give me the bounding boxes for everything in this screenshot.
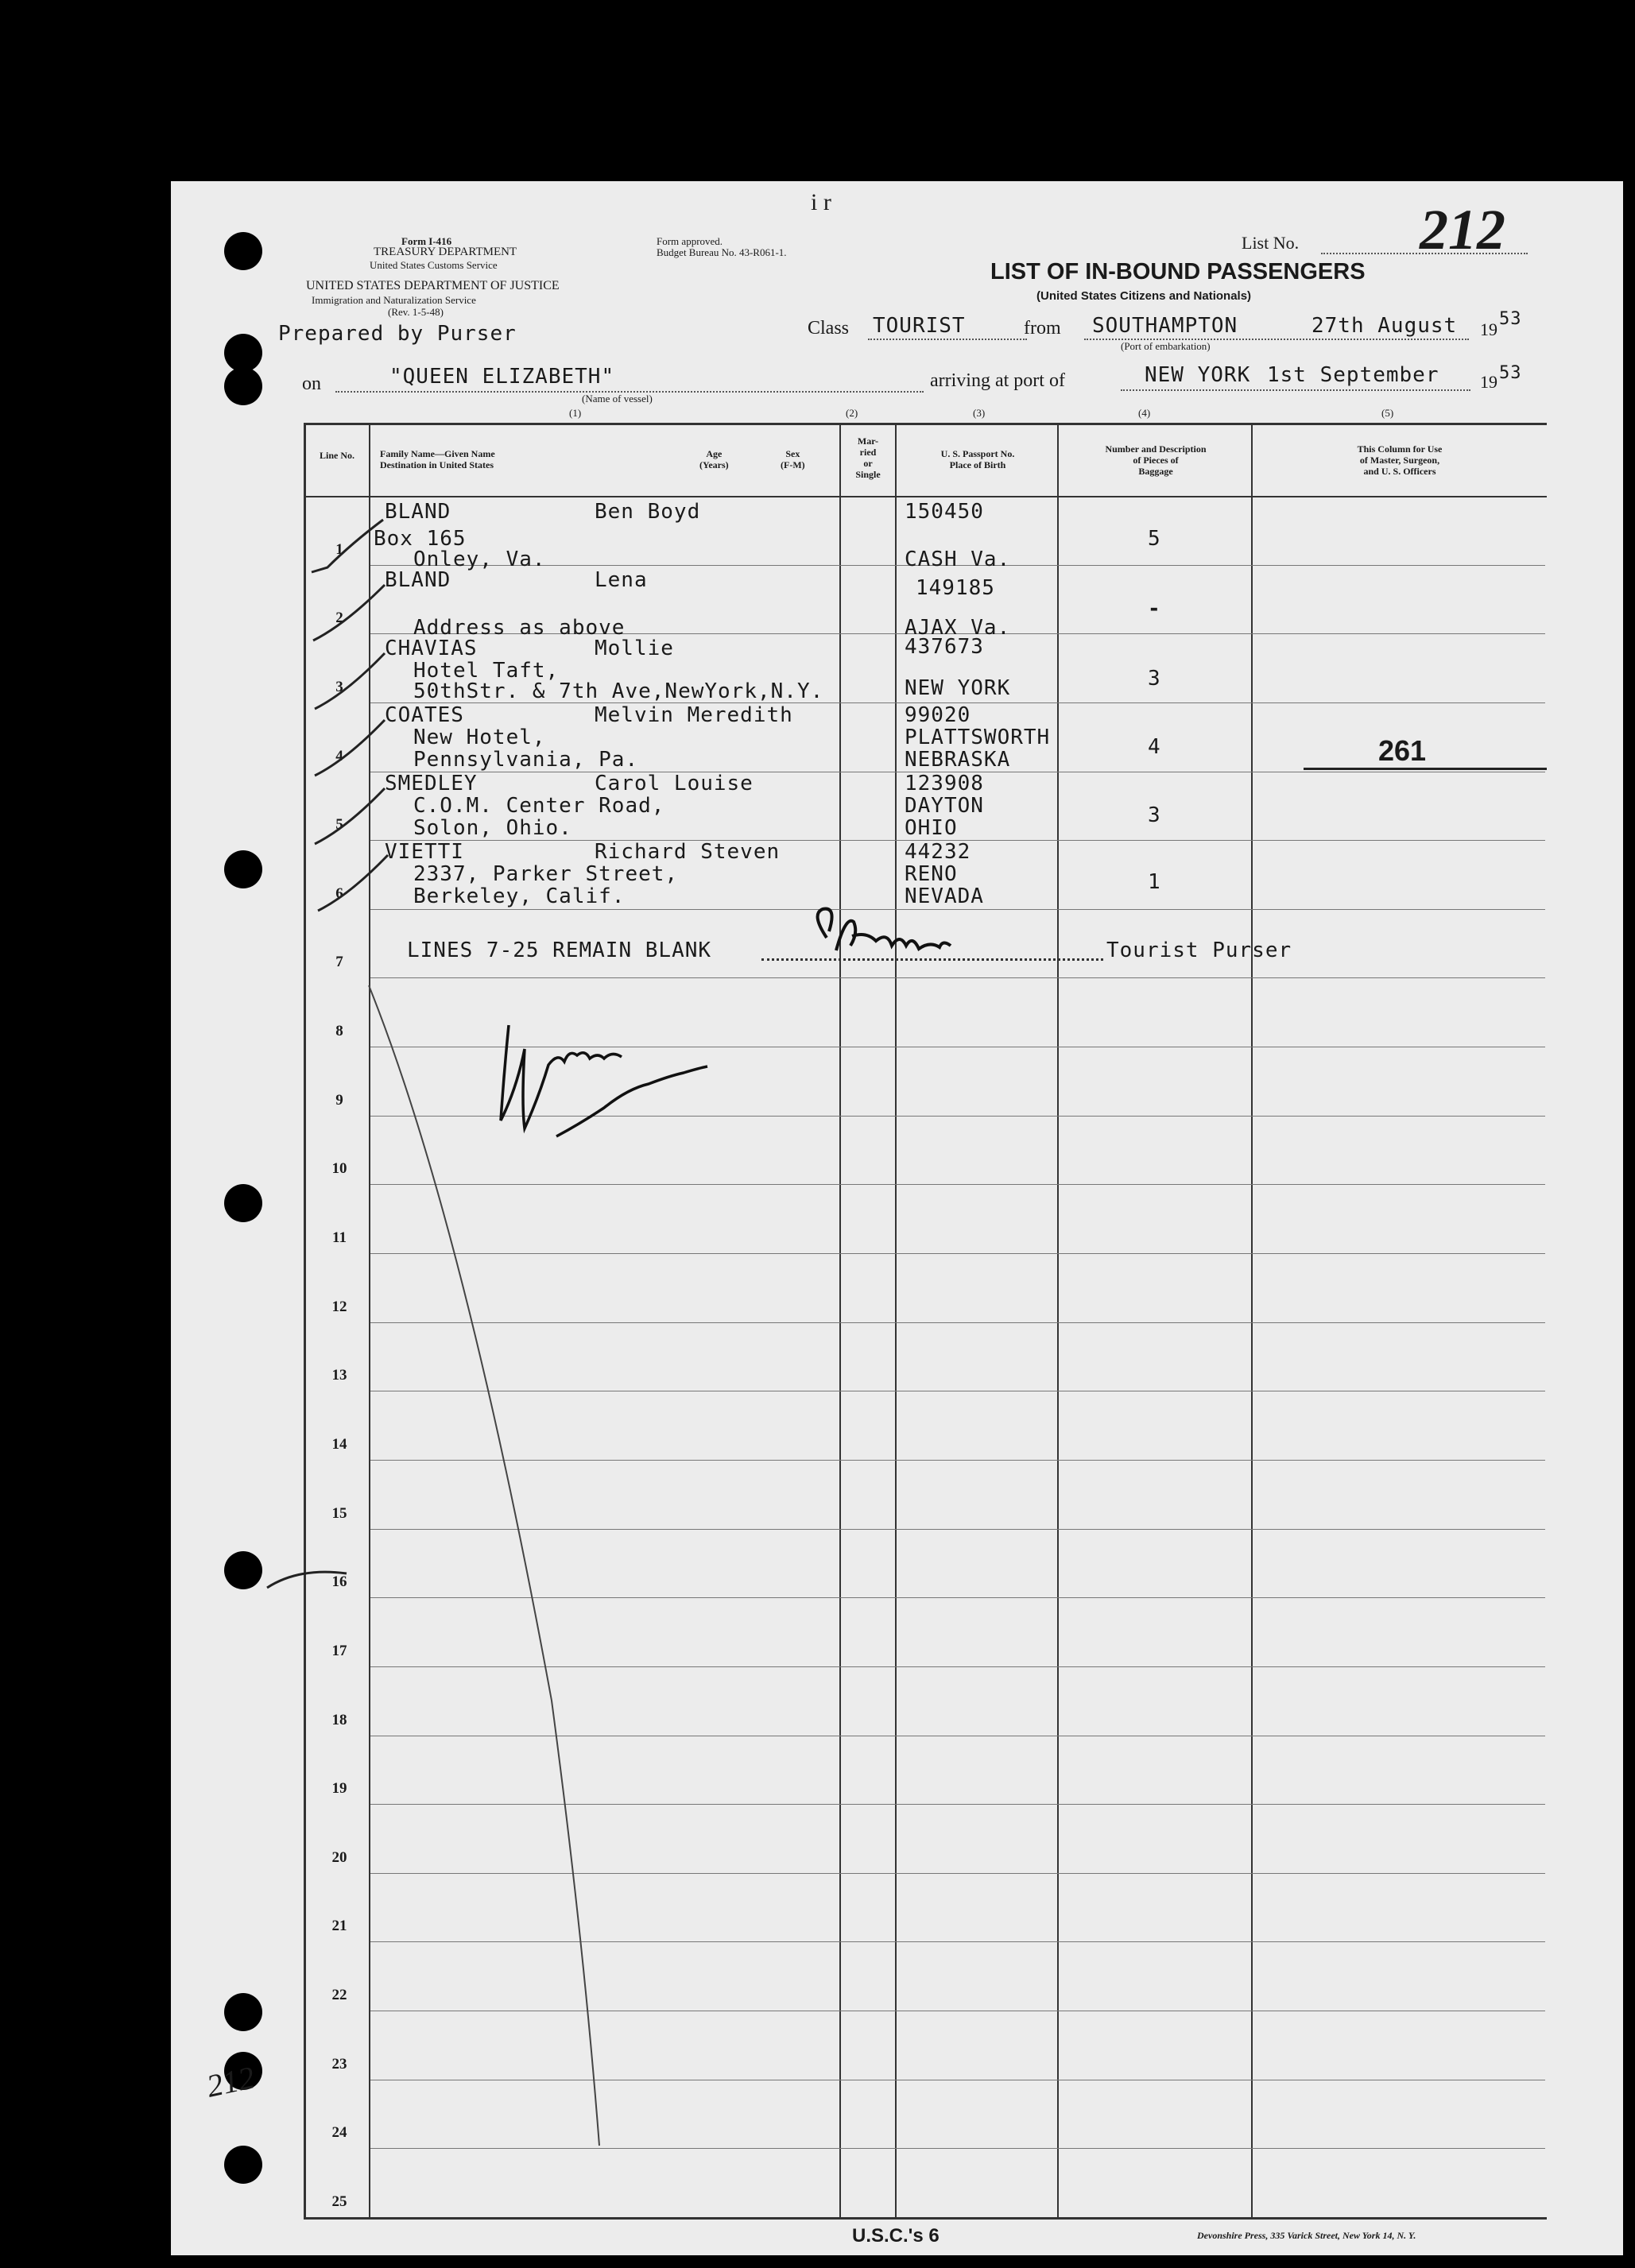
form-title: LIST OF IN-BOUND PASSENGERS xyxy=(990,259,1366,284)
entry-6-addr-1: 2337, Parker Street, xyxy=(413,862,679,886)
on-label: on xyxy=(302,373,321,394)
entry-1-passport: 150450 xyxy=(905,500,984,524)
arrival-year-suffix: 53 xyxy=(1499,363,1522,383)
customs-service: United States Customs Service xyxy=(370,259,498,271)
entry-3-addr-2: 50thStr. & 7th Ave,NewYork,N.Y. xyxy=(413,679,824,703)
check-mark xyxy=(315,653,385,709)
check-mark xyxy=(318,855,388,911)
entry-1-family: BLAND xyxy=(385,500,451,524)
row-number: 23 xyxy=(331,2055,347,2073)
closing-right: Tourist Purser xyxy=(1106,939,1292,962)
entry-1-addr-2: Onley, Va. xyxy=(413,548,546,571)
entry-5-birth-1: DAYTON xyxy=(905,794,984,818)
justice-dept: UNITED STATES DEPARTMENT OF JUSTICE xyxy=(306,279,560,292)
row-number: 3 xyxy=(335,678,343,695)
pen-stroke xyxy=(369,985,599,2146)
entry-6-addr-2: Berkeley, Calif. xyxy=(413,884,626,908)
entry-4-baggage: 4 xyxy=(1148,735,1161,759)
entry-3-baggage: 3 xyxy=(1148,667,1161,691)
treasury-dept: TREASURY DEPARTMENT xyxy=(374,246,517,258)
prepared-by: Prepared by Purser xyxy=(278,322,517,346)
year-suffix: 53 xyxy=(1499,309,1522,329)
entry-5-birth-2: OHIO xyxy=(905,816,958,840)
list-no-label: List No. xyxy=(1242,233,1300,253)
entry-1-addr-1: Box 165 xyxy=(374,527,467,551)
departure-date: 27th August xyxy=(1311,314,1458,338)
hdr-sex: Sex (F-M) xyxy=(781,448,805,470)
row-number: 5 xyxy=(335,816,343,834)
check-mark xyxy=(315,788,385,844)
entry-3-given: Mollie xyxy=(595,637,674,660)
purser-signature xyxy=(818,909,951,950)
class-value: TOURIST xyxy=(873,314,966,338)
inspector-signature xyxy=(501,1025,707,1136)
entry-4-addr-2: Pennsylvania, Pa. xyxy=(413,748,639,772)
entry-5-baggage: 3 xyxy=(1148,803,1161,827)
closing-left: LINES 7-25 REMAIN BLANK xyxy=(407,939,712,962)
entry-1-birth: CASH Va. xyxy=(905,548,1011,571)
check-mark xyxy=(313,585,385,641)
entry-2-birth: AJAX Va. xyxy=(905,616,1011,640)
row-number: 13 xyxy=(331,1367,347,1384)
entry-1-baggage: 5 xyxy=(1148,527,1161,551)
row-number: 11 xyxy=(332,1229,347,1247)
ins-service: Immigration and Naturalization Service xyxy=(312,294,476,306)
margin-note: 212 xyxy=(203,2059,258,2104)
hdr-age: Age (Years) xyxy=(699,448,729,470)
row-number: 4 xyxy=(335,747,343,764)
row-number: 25 xyxy=(331,2193,347,2210)
hdr-passport: U. S. Passport No. Place of Birth xyxy=(940,448,1015,470)
from-label: from xyxy=(1024,318,1061,339)
arrival-port: NEW YORK xyxy=(1145,363,1251,387)
entry-4-given: Melvin Meredith xyxy=(595,703,793,727)
form-subtitle: (United States Citizens and Nationals) xyxy=(1036,289,1252,303)
printer-credit: Devonshire Press, 335 Varick Street, New York 14, N. Y. xyxy=(1197,2230,1416,2241)
entry-1-given: Ben Boyd xyxy=(595,500,701,524)
row-number: 8 xyxy=(335,1023,343,1040)
row-number: 9 xyxy=(335,1091,343,1109)
entry-6-given: Richard Steven xyxy=(595,840,781,864)
row-number: 16 xyxy=(331,1573,347,1591)
entry-2-addr-1: Address as above xyxy=(413,616,626,640)
entry-2-given: Lena xyxy=(595,568,648,592)
entry-5-family: SMEDLEY xyxy=(385,772,478,795)
year-prefix: 19 xyxy=(1480,319,1497,339)
entry-4-family: COATES xyxy=(385,703,464,727)
entry-6-family: VIETTI xyxy=(385,840,464,864)
row-number: 7 xyxy=(335,954,343,971)
port-note: (Port of embarkation) xyxy=(1121,340,1211,352)
col-num-2: (2) xyxy=(846,407,858,419)
entry-5-addr-1: C.O.M. Center Road, xyxy=(413,794,665,818)
entry-4-passport: 99020 xyxy=(905,703,971,727)
row-number: 10 xyxy=(331,1160,347,1178)
entry-3-family: CHAVIAS xyxy=(385,637,478,660)
row-number: 24 xyxy=(331,2124,347,2142)
entry-6-birth-1: RENO xyxy=(905,862,958,886)
hdr-line-no: Line No. xyxy=(319,450,355,461)
col-num-1: (1) xyxy=(569,407,582,419)
vessel-name: "QUEEN ELIZABETH" xyxy=(389,365,615,389)
check-mark xyxy=(315,720,385,776)
hdr-married: Mar- ried or Single xyxy=(855,435,881,480)
row-number: 6 xyxy=(335,884,343,902)
class-label: Class xyxy=(808,318,850,339)
row-number: 15 xyxy=(331,1504,347,1522)
col-num-4: (4) xyxy=(1138,407,1151,419)
hdr-baggage: Number and Description of Pieces of Baggage xyxy=(1105,443,1207,477)
row-number: 20 xyxy=(331,1848,347,1866)
row-number: 14 xyxy=(331,1435,347,1453)
arrival-year-prefix: 19 xyxy=(1480,372,1497,392)
hdr-officers: This Column for Use of Master, Surgeon, and U. S. Officers xyxy=(1357,443,1443,477)
check-mark xyxy=(312,520,383,572)
entry-2-family: BLAND xyxy=(385,568,451,592)
form-number: Form I-416 xyxy=(401,235,452,247)
entry-3-addr-1: Hotel Taft, xyxy=(413,659,560,683)
form-approved: Form approved. xyxy=(657,235,723,247)
hdr-name: Family Name—Given Name Destination in United States xyxy=(380,448,495,470)
row-number: 19 xyxy=(331,1780,347,1798)
entry-4-addr-1: New Hotel, xyxy=(413,726,546,749)
row-number: 22 xyxy=(331,1987,347,2004)
entry-3-passport: 437673 xyxy=(905,635,984,659)
col-num-5: (5) xyxy=(1381,407,1394,419)
row-number: 2 xyxy=(335,610,343,627)
row-number: 12 xyxy=(331,1298,347,1315)
entry-5-given: Carol Louise xyxy=(595,772,754,795)
revision: (Rev. 1-5-48) xyxy=(388,306,444,318)
entry-4-birth-1: PLATTSWORTH xyxy=(905,726,1051,749)
footer-form-no: U.S.C.'s 6 xyxy=(852,2225,940,2247)
top-marks: i r xyxy=(811,189,831,215)
entry-4-birth-2: NEBRASKA xyxy=(905,748,1011,772)
row-number: 17 xyxy=(331,1642,347,1659)
list-no-value: 212 xyxy=(1420,198,1505,261)
row-number: 1 xyxy=(335,540,343,558)
arriving-label: arriving at port of xyxy=(930,370,1065,391)
entry-3-birth: NEW YORK xyxy=(905,676,1011,700)
from-value: SOUTHAMPTON xyxy=(1092,314,1238,338)
entry-5-addr-2: Solon, Ohio. xyxy=(413,816,572,840)
row-number: 21 xyxy=(331,1918,347,1935)
budget-bureau: Budget Bureau No. 43-R061-1. xyxy=(657,246,787,258)
entry-2-baggage: - xyxy=(1148,597,1161,621)
entry-6-baggage: 1 xyxy=(1148,870,1161,894)
entry-4-officer-value: 261 xyxy=(1378,734,1427,767)
entry-5-passport: 123908 xyxy=(905,772,984,795)
row-number: 18 xyxy=(331,1711,347,1728)
vessel-note: (Name of vessel) xyxy=(582,393,653,404)
entry-2-passport: 149185 xyxy=(916,576,995,600)
entry-6-birth-2: NEVADA xyxy=(905,884,984,908)
entry-6-passport: 44232 xyxy=(905,840,971,864)
arrival-date: 1st September xyxy=(1267,363,1439,387)
col-num-3: (3) xyxy=(973,407,986,419)
stray-mark xyxy=(267,1572,347,1588)
